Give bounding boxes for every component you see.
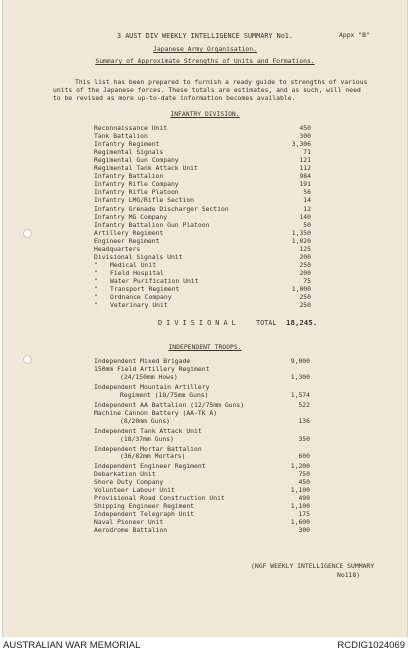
unit-label: Infantry Battalion Gun Platoon — [94, 220, 210, 229]
unit-strength: 9,000 — [290, 357, 310, 365]
unit-label: Regiment (18/75mm Guns) — [120, 390, 209, 399]
unit-label: Veterinary Unit — [110, 301, 168, 310]
archive-footer — [0, 637, 408, 654]
unit-strength: 300 — [299, 132, 311, 141]
unit-label: Shipping Engineer Regiment — [94, 502, 195, 511]
ditto-mark: " — [94, 260, 98, 269]
unit-label: Volunteer Labour Unit — [94, 486, 175, 495]
unit-strength: 191 — [299, 180, 311, 189]
total-value: 18,245. — [286, 318, 318, 327]
unit-strength: 14 — [303, 196, 311, 205]
document-subtitle: Summary of Approximate Strengths of Units and Formations. — [95, 57, 315, 65]
unit-strength: 1,574 — [290, 390, 310, 399]
unit-label: Medical Unit — [110, 260, 157, 269]
unit-label: Water Purification Unit — [110, 276, 199, 285]
total-word: TOTAL — [256, 319, 277, 327]
unit-label: Infantry Rifle Platoon — [94, 188, 179, 197]
unit-label: Regimental Tank Attack Unit — [94, 164, 198, 173]
unit-label: Naval Pioneer Unit — [94, 518, 164, 527]
unit-strength: 300 — [298, 526, 310, 534]
unit-strength: 450 — [299, 124, 311, 132]
unit-label: Infantry MG Company — [94, 212, 168, 221]
unit-strength: 75 — [303, 276, 311, 285]
unit-strength: 1,020 — [291, 236, 311, 245]
unit-label: (18/37mm Guns) — [120, 434, 174, 443]
unit-label: Aerodrome Battalion — [94, 526, 168, 534]
unit-strength: 121 — [299, 156, 311, 165]
punch-hole — [23, 355, 32, 364]
document-page — [2, 0, 408, 637]
unit-strength: 71 — [303, 148, 311, 157]
unit-label: Independent Engineer Regiment — [94, 462, 206, 471]
ditto-mark: " — [94, 268, 98, 277]
source-note: No118) — [337, 571, 361, 579]
unit-strength: 112 — [299, 164, 311, 173]
unit-strength: 1,100 — [290, 486, 310, 495]
footer-record-id: RCDIG1024069 — [337, 640, 405, 651]
unit-strength: 250 — [299, 293, 311, 302]
unit-strength: 125 — [299, 244, 311, 253]
unit-strength: 200 — [299, 252, 311, 261]
unit-label: (24/150mm Hows) — [120, 372, 178, 381]
unit-label: Provisional Road Construction Unit — [94, 494, 225, 503]
intro-line: to be revised as more up-to-date information becomes available. — [53, 94, 296, 102]
unit-label: Headquarters — [94, 244, 141, 253]
ditto-mark: " — [94, 276, 98, 285]
unit-strength: 984 — [299, 172, 311, 181]
unit-label: Debarkation Unit — [94, 470, 156, 479]
unit-strength: 1,300 — [290, 372, 310, 381]
unit-label: Regimental Gun Company — [94, 156, 179, 165]
ditto-mark: " — [94, 285, 98, 293]
unit-label: Infantry LMG/Rifle Section — [94, 196, 195, 205]
section-heading: INFANTRY DIVISION. — [170, 110, 240, 118]
unit-strength: 350 — [298, 434, 310, 443]
unit-label: Reconnaissance Unit — [94, 124, 168, 132]
unit-label: Field Hospital — [110, 268, 164, 277]
unit-label: Infantry Regiment — [94, 140, 160, 149]
unit-strength: 12 — [303, 204, 311, 213]
source-note: (NGF WEEKLY INTELLIGENCE SUMMARY — [251, 562, 375, 570]
unit-strength: 450 — [298, 478, 310, 487]
section-heading: INDEPENDENT TROOPS. — [168, 343, 242, 351]
appendix-label: Appx "B" — [339, 31, 370, 39]
unit-label: Divisional Signals Unit — [94, 252, 183, 261]
unit-label: Infantry Rifle Company — [94, 180, 179, 189]
unit-strength: 175 — [298, 510, 310, 519]
unit-label: Infantry Battalion — [94, 172, 164, 181]
unit-label: Ordnance Company — [110, 293, 172, 302]
footer-institution: AUSTRALIAN WAR MEMORIAL — [3, 640, 141, 651]
punch-hole — [23, 229, 32, 238]
unit-strength: 1,600 — [290, 518, 310, 527]
unit-label: Independent Mountain Artillery — [94, 382, 210, 391]
unit-label: (8/20mm Guns) — [120, 416, 171, 425]
unit-strength: 250 — [299, 260, 311, 269]
unit-label: Infantry Grenade Discharger Section — [94, 204, 229, 213]
unit-label: Artillery Regiment — [94, 228, 164, 237]
document-subtitle: Japanese Army Organisation. — [153, 45, 257, 53]
unit-strength: 490 — [298, 494, 310, 503]
unit-label: Independent Mortar Battalion — [94, 444, 202, 453]
unit-strength: 1,000 — [291, 285, 311, 293]
unit-label: Regimental Signals — [94, 148, 164, 157]
unit-label: 150mm Field Artillery Regiment — [94, 364, 210, 373]
unit-strength: 522 — [298, 400, 310, 409]
unit-strength: 140 — [299, 212, 311, 221]
intro-line: This list has been prepared to furnish a ready guide to strengths of various — [75, 78, 368, 86]
unit-strength: 600 — [298, 452, 310, 461]
total-label: D I V I S I O N A L — [158, 319, 236, 327]
unit-label: Independent Mixed Brigade — [94, 357, 191, 365]
unit-strength: 250 — [299, 301, 311, 310]
unit-strength: 1,350 — [291, 228, 311, 237]
unit-strength: 136 — [298, 416, 310, 425]
unit-label: Independent Telegraph Unit — [94, 510, 195, 519]
unit-label: Independent AA Battalion (12/75mm Guns) — [94, 400, 245, 409]
unit-label: Shore Duty Company — [94, 478, 164, 487]
ditto-mark: " — [94, 293, 98, 302]
ditto-mark: " — [94, 301, 98, 310]
document-title: 3 AUST DIV WEEKLY INTELLIGENCE SUMMARY No1. — [117, 32, 293, 40]
unit-strength: 3,306 — [291, 140, 311, 149]
unit-label: Independent Tank Attack Unit — [94, 426, 202, 435]
unit-strength: 56 — [303, 188, 311, 197]
unit-label: Tank Battalion — [94, 132, 148, 141]
unit-strength: 750 — [298, 470, 310, 479]
unit-strength: 200 — [299, 268, 311, 277]
unit-label: Transport Regiment — [110, 285, 180, 293]
unit-strength: 50 — [303, 220, 311, 229]
intro-line: units of the Japanese forces. These totals are estimates, and as such, will need — [53, 86, 361, 94]
unit-label: Engineer Regiment — [94, 236, 160, 245]
unit-strength: 1,100 — [290, 502, 310, 511]
unit-label: Machine Cannon Battery (AA-TK A) — [94, 408, 218, 417]
unit-strength: 1,200 — [290, 462, 310, 471]
unit-label: (36/82mm Mortars) — [120, 452, 186, 461]
